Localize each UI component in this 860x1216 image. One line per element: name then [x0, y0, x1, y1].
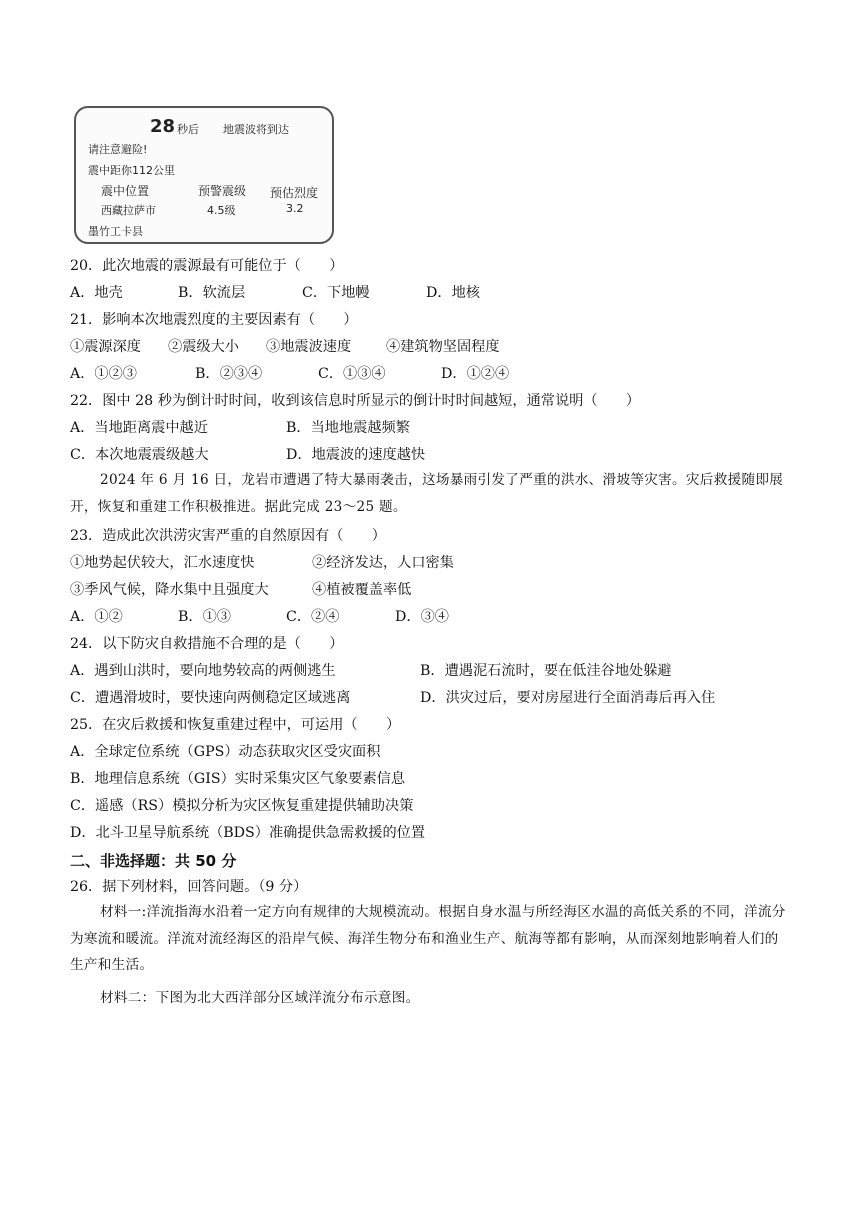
countdown-seconds: 28: [150, 116, 176, 137]
q21-option-a: A．①②③: [70, 366, 137, 382]
q25-option-b: B．地理信息系统（GIS）实时采集灾区气象要素信息: [70, 771, 406, 787]
q21-factor-2: ②震级大小: [168, 339, 239, 355]
q23-factor-4: ④植被覆盖率低: [312, 582, 412, 598]
q24-option-b: B．遭遇泥石流时，要在低洼谷地处躲避: [420, 663, 672, 679]
q21-factor-1: ①震源深度: [70, 339, 141, 355]
q26-material2-text: 材料二：下图为北大西洋部分区域洋流分布示意图。: [100, 990, 420, 1006]
distance-text: 震中距你112公里: [88, 164, 175, 177]
intro-23-25: [70, 467, 792, 520]
q20-option-b: B．软流层: [178, 285, 246, 301]
q20-option-d: D．地核: [426, 285, 480, 301]
q20-option-c: C．下地幔: [302, 285, 370, 301]
wave-arrival-text: 地震波将到达: [223, 123, 289, 136]
q26-material2: [70, 985, 792, 1012]
q21-stem: 21．影响本次地震烈度的主要因素有（ ）: [70, 312, 358, 328]
q26-material1: [70, 899, 792, 979]
q23-factor-1: ①地势起伏较大，汇水速度快: [70, 555, 255, 571]
q23-option-b: B．①③: [178, 609, 231, 625]
intro-23-25-text: 2024 年 6 月 16 日，龙岩市遭遇了特大暴雨袭击，这场暴雨引发了严重的洪水、滑坡等灾害。灾后救援随即展开，恢复和重建工作积极推进。据此完成 23～25 题。: [70, 472, 784, 515]
q21-option-b: B．②③④: [195, 366, 263, 382]
q21-factor-4: ④建筑物坚固程度: [386, 339, 500, 355]
q24-option-d: D．洪灾过后，要对房屋进行全面消毒后再入住: [420, 690, 716, 706]
q22-option-a: A．当地距离震中越近: [70, 420, 208, 436]
intensity-value: 3.2: [286, 202, 304, 215]
q22-option-c: C．本次地震震级越大: [70, 447, 209, 463]
q20-stem: 20．此次地震的震源最有可能位于（ ）: [70, 258, 344, 274]
col-intensity-header: 预估烈度: [270, 186, 319, 200]
q21-option-d: D．①②④: [441, 366, 510, 382]
location-line1: 西藏拉萨市: [101, 204, 156, 217]
section2-heading: 二、非选择题：共 50 分: [70, 852, 237, 870]
q23-factor-3: ③季风气候，降水集中且强度大: [70, 582, 269, 598]
magnitude-value: 4.5级: [207, 204, 236, 217]
location-line2: 墨竹工卡县: [88, 225, 143, 238]
notice-text: 请注意避险!: [88, 143, 148, 156]
q26-material1-text: 材料一:洋流指海水沿着一定方向有规律的大规模流动。根据自身水温与所经海区水温的高低关系的不同，洋流分为寒流和暖流。洋流对流经海区的沿岸气候、海洋生物分布和渔业生产、航海等都有影响，从而深刻地影响着人们的生产和生活。: [70, 904, 786, 973]
q26-stem: 26．据下列材料，回答问题。（9 分）: [70, 879, 308, 895]
q25-stem: 25．在灾后救援和恢复重建过程中，可运用（ ）: [70, 717, 401, 733]
q25-option-c: C．遥感（RS）模拟分析为灾区恢复重建提供辅助决策: [70, 798, 414, 814]
q23-stem: 23．造成此次洪涝灾害严重的自然原因有（ ）: [70, 528, 386, 544]
q22-option-b: B．当地地震越频繁: [286, 420, 410, 436]
q24-option-c: C．遭遇滑坡时，要快速向两侧稳定区域逃离: [70, 690, 351, 706]
q23-factor-2: ②经济发达，人口密集: [312, 555, 454, 571]
col-location-header: 震中位置: [101, 184, 150, 198]
q23-option-c: C．②④: [286, 609, 340, 625]
q21-option-c: C．①③④: [318, 366, 386, 382]
q23-option-d: D．③④: [395, 609, 449, 625]
q22-stem: 22．图中 28 秒为倒计时时间，收到该信息时所显示的倒计时时间越短，通常说明（ ）: [70, 393, 641, 409]
q21-factor-3: ③地震波速度: [266, 339, 352, 355]
earthquake-alert-card: [74, 106, 334, 244]
q24-option-a: A．遇到山洪时，要向地势较高的两侧逃生: [70, 663, 336, 679]
q25-option-a: A．全球定位系统（GPS）动态获取灾区受灾面积: [70, 744, 381, 760]
col-magnitude-header: 预警震级: [198, 184, 247, 198]
countdown-suffix: 秒后: [177, 123, 199, 136]
q22-option-d: D．地震波的速度越快: [286, 447, 426, 463]
q20-option-a: A．地壳: [70, 285, 123, 301]
q24-stem: 24．以下防灾自救措施不合理的是（ ）: [70, 636, 344, 652]
q25-option-d: D．北斗卫星导航系统（BDS）准确提供急需救援的位置: [70, 825, 426, 841]
q23-option-a: A．①②: [70, 609, 123, 625]
